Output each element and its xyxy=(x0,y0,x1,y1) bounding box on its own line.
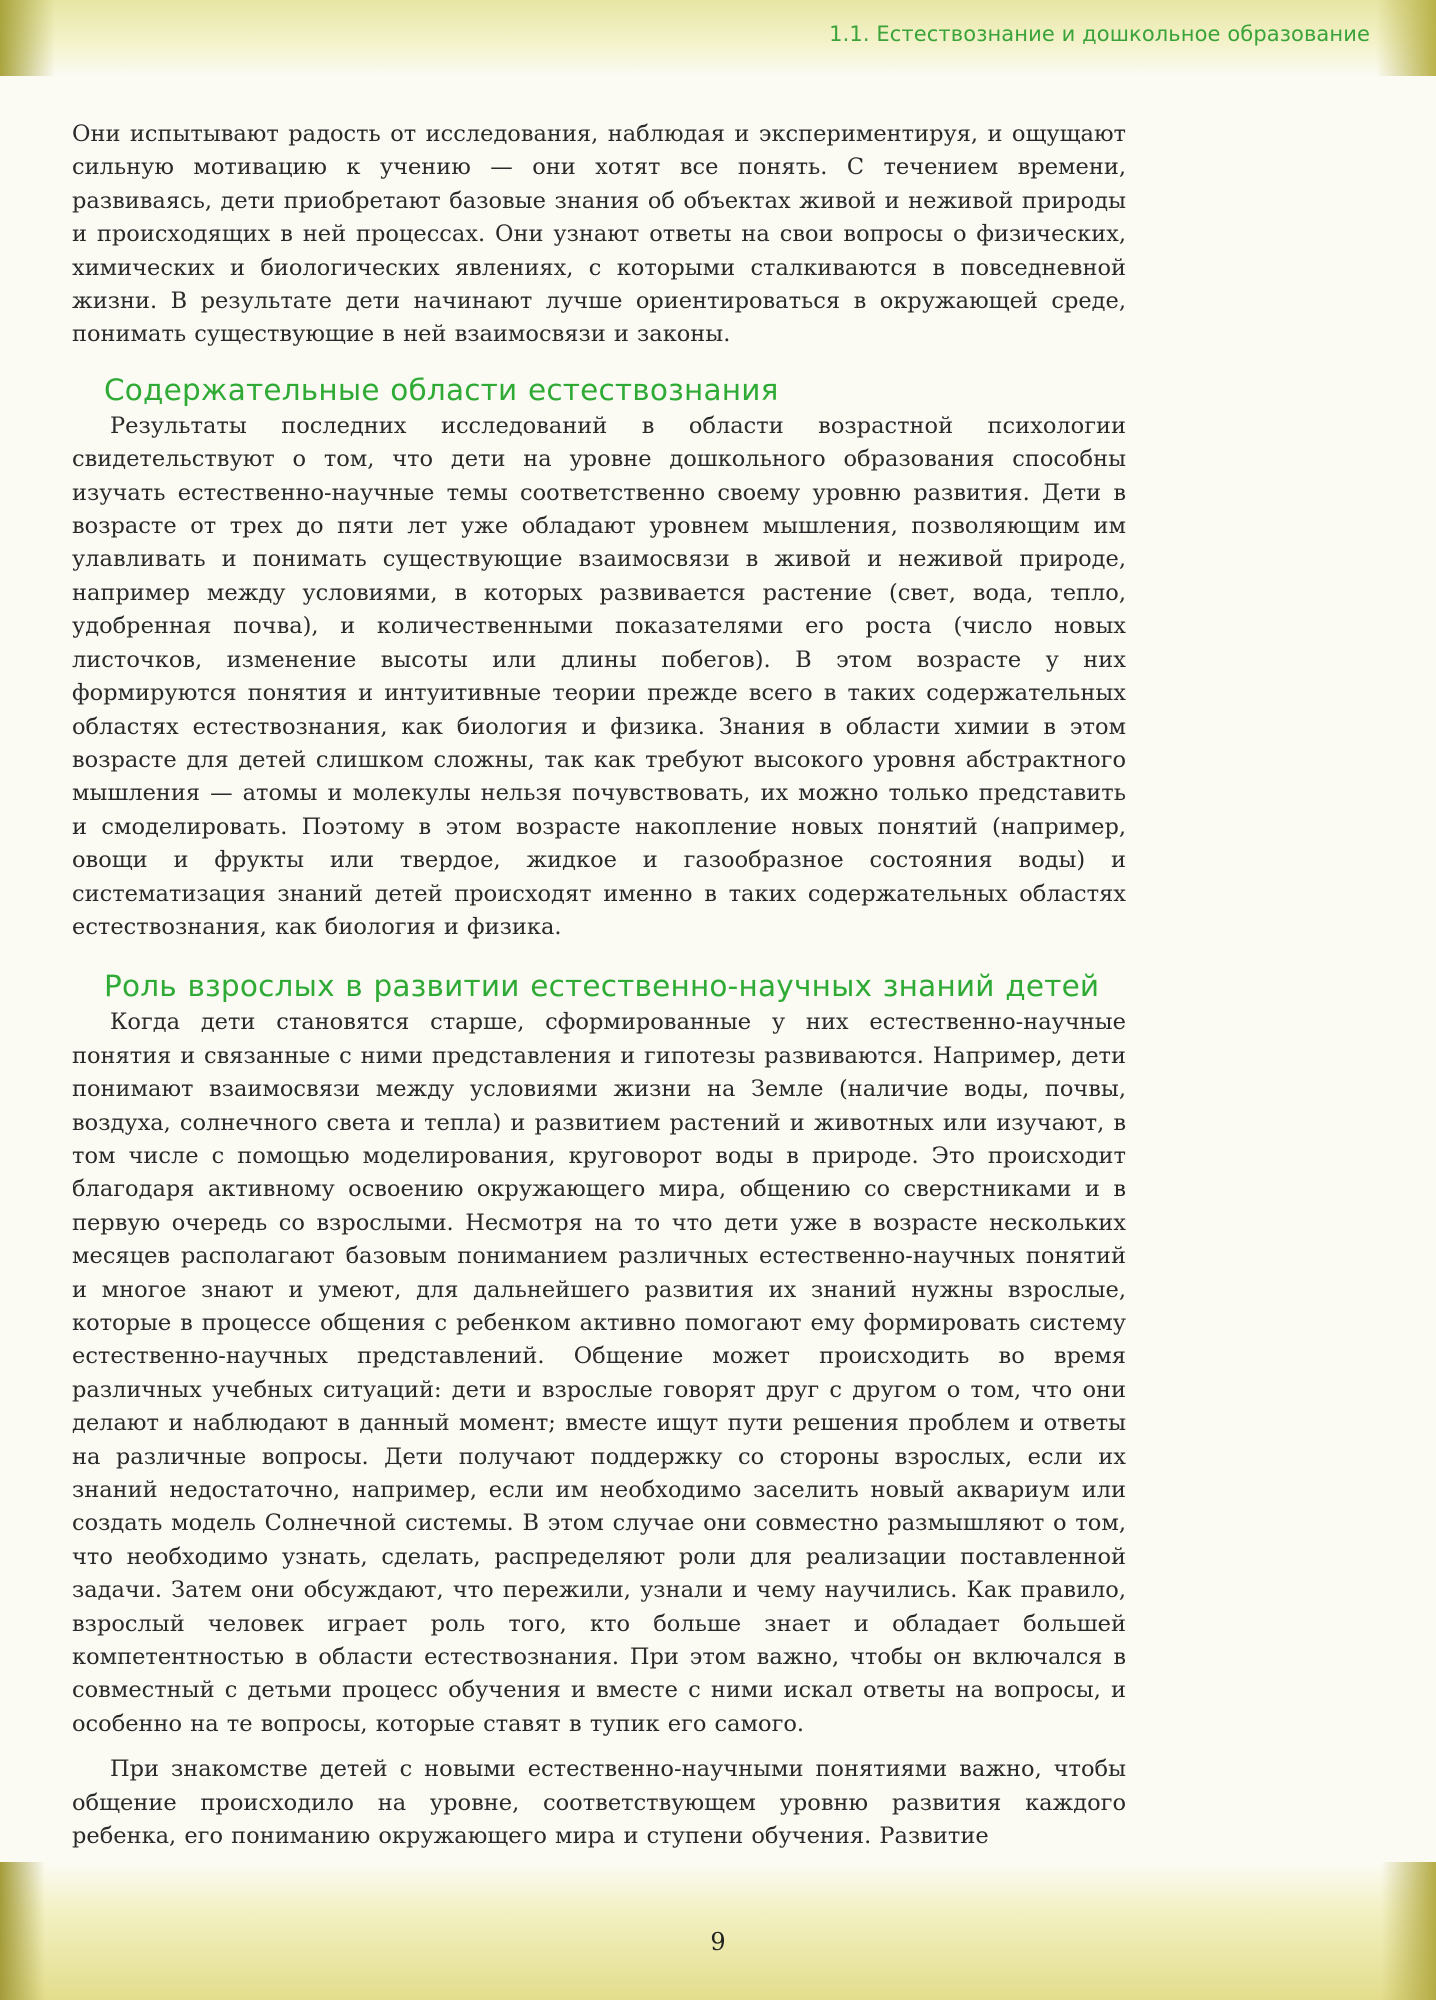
paragraph-intro: Они испытывают радость от исследования, наблюдая и экспериментируя, и ощущают сильную мотивацию к учению — они хотят все понять. С течением времени, развиваясь, дети приобретают базовые знания об объектах живой и неживой природы и происходящих в ней процессах. Они узнают ответы на свои вопросы о физических, химических и биологических явлениях, с которыми сталкиваются в повседневной жизни. В результате дети начинают лучше ориентироваться в окружающей среде, понимать существующие в ней взаимосвязи и законы. xyxy=(72,121,1126,348)
section-heading-content-areas: Содержательные области естествознания xyxy=(104,372,779,407)
paragraph-role-of-adults: Когда дети становятся старше, сформированные у них естественно-научные понятия и связанные с ними представления и гипотезы развиваются. Например, дети понимают взаимосвязи между условиями жизни на Земле (наличие воды, почвы, воздуха, солнечного света и тепла) и развитием растений и животных или изучают, в том числе с помощью моделирования, круговорот воды в природе. Это происходит благодаря активному освоению окружающего мира, общению со сверстниками и в первую очередь со взрослыми. Несмотря на то что дети уже в возрасте нескольких месяцев располагают базовым пониманием различных естественно-научных понятий и многое знают и умеют, для дальнейшего развития их знаний нужны взрослые, которые в процессе общения с ребенком активно помогают ему формировать систему естественно-научных представлений. Общение может происходить во время различных учебных ситуаций: дети и взрослые говорят друг с другом о том, что они делают и наблюдают в данный момент; вместе ищут пути решения проблем и ответы на различные вопросы. Дети получают поддержку со стороны взрослых, если их знаний недостаточно, например, если им необходимо заселить новый аквариум или создать модель Солнечной системы. В этом случае они совместно размышляют о том, что необходимо узнать, сделать, распределяют роли для реализации поставленной задачи. Затем они обсуждают, что пережили, узнали и чему научились. Как правило, взрослый человек играет роль того, кто больше знает и обладает большей компетентностью в области естествознания. При этом важно, чтобы он включался в совместный с детьми процесс обучения и вместе с ними искал ответы на вопросы, и особенно на те вопросы, которые ставят в тупик его самого. xyxy=(72,1009,1126,1737)
page-body xyxy=(72,118,1126,1854)
running-head: 1.1. Естествознание и дошкольное образование xyxy=(829,22,1370,46)
paragraph-communication-level: При знакомстве детей с новыми естественно-научными понятиями важно, чтобы общение происходило на уровне, соответствующем уровню развития каждого ребенка, его пониманию окружающего мира и ступени обучения. Развитие xyxy=(72,1756,1126,1850)
paragraph-content-areas: Результаты последних исследований в области возрастной психологии свидетельствуют о том, что дети на уровне дошкольного образования способны изучать естественно-научные темы соответственно своему уровню развития. Дети в возрасте от трех до пяти лет уже обладают уровнем мышления, позволяющим им улавливать и понимать существующие взаимосвязи в живой и неживой природе, например между условиями, в которых развивается растение (свет, вода, тепло, удобренная почва), и количественными показателями его роста (число новых листочков, изменение высоты или длины побегов). В этом возрасте у них формируются понятия и интуитивные теории прежде всего в таких содержательных областях естествознания, как биология и физика. Знания в области химии в этом возрасте для детей слишком сложны, так как требуют высокого уровня абстрактного мышления — атомы и молекулы нельзя почувствовать, их можно только представить и смоделировать. Поэтому в этом возрасте накопление новых понятий (например, овощи и фрукты или твердое, жидкое и газообразное состояния воды) и систематизация знаний детей происходят именно в таких содержательных областях естествознания, как биология и физика. xyxy=(72,412,1126,940)
page-number: 9 xyxy=(710,1928,726,1956)
section-heading-role-of-adults: Роль взрослых в развитии естественно-научных знаний детей xyxy=(104,969,1100,1004)
